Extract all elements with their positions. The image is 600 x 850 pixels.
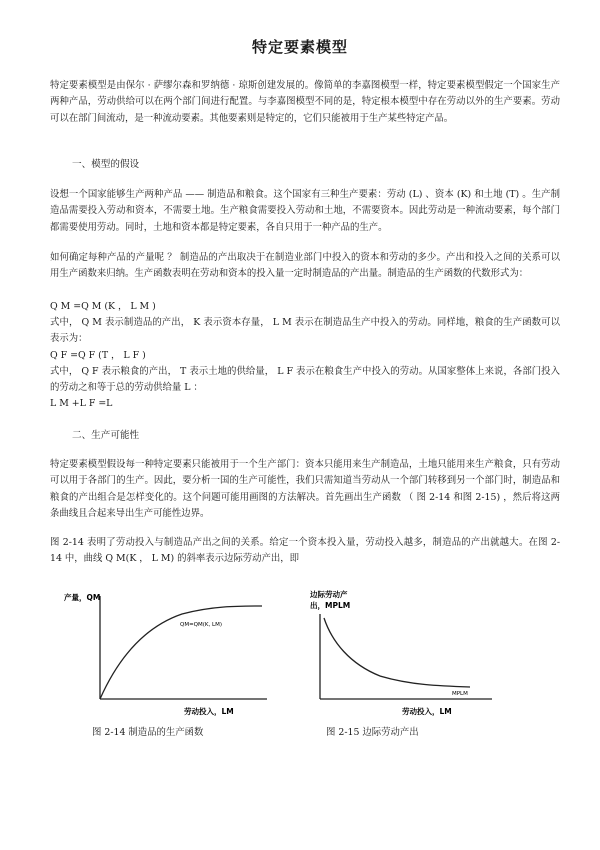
x-axis-label: 劳动投入，LM <box>184 707 234 716</box>
intro-paragraph: 特定要素模型是由保尔 · 萨缪尔森和罗纳德 · 琼斯创建发展的。像简单的李嘉图模型一样，特定要素模型假定一个国家生产两种产品，劳动供给可以在两个部门间进行配置。与李嘉图模型不同的是，特定根本模型中存在劳动以外的生产要素。劳动可以在部门间流动，是一种流动要素。其他要素则是特定的，它们只能被用于生产某些特定产品。 <box>50 80 560 124</box>
y-axis-label: 产量，QM <box>64 593 101 602</box>
equation-manufacturing-explanation: 式中， Q M 表示制造品的产出， K 表示资本存量， L M 表示在制造品生产中投入的劳动。同样地，粮食的生产函数可以表示为： <box>50 317 560 345</box>
curve-label: QM=QM(K, LM) <box>180 622 222 628</box>
section-heading-assumptions: 一、模型的假设 <box>72 159 140 170</box>
equation-labor-constraint: L M +L F =L <box>50 398 113 409</box>
section-heading-possibilities: 二、生产可能性 <box>72 430 140 441</box>
x-axis-label: 劳动投入，LM <box>402 707 452 716</box>
production-curve <box>100 606 262 699</box>
equation-manufacturing: Q M =Q M (K ， L M ) <box>50 301 156 312</box>
figure-caption-2-14: 图 2-14 制造品的生产函数 <box>92 727 204 738</box>
page-title: 特定要素模型 <box>251 38 348 56</box>
figure-manufacturing-production-function <box>62 584 282 724</box>
y-axis-label-line2: 出，MPLM <box>310 601 351 610</box>
production-function-paragraph: 如何确定每种产品的产量呢 ？ 制造品的产出取决于在制造业部门中投入的资本和劳动的多少。产出和投入之间的关系可以用生产函数来归纳。生产函数表明在劳动和资本的投入量一定时制造品的产出量。制造品的生产函数的代数形式为： <box>50 252 560 280</box>
curve-label: MPLM <box>452 691 468 697</box>
y-axis-label-line1: 边际劳动产 <box>310 590 348 599</box>
figure-marginal-labor-product <box>310 584 500 724</box>
figure-caption-2-15: 图 2-15 边际劳动产出 <box>326 727 419 738</box>
equation-food-explanation: 式中， Q F 表示粮食的产出， T 表示土地的供给量， L F 表示在粮食生产中投入的劳动。从国家整体上来说，各部门投入的劳动之和等于总的劳动供给量 L ： <box>50 366 560 394</box>
equation-food: Q F =Q F (T ， L F ) <box>50 350 146 361</box>
possibility-paragraph: 特定要素模型假设每一种特定要素只能被用于一个生产部门：资本只能用来生产制造品，土地只能用来生产粮食，只有劳动可以用于各部门的生产。因此，要分析一国的生产可能性，我们只需知道当劳动从一个部门转移到另一个部门时，制造品和粮食的产出组合是怎样变化的。这个问题可能用画图的方法解决。首先画出生产函数 （ 图 2-14 和图 2-15) ，然后将这两条曲线且合起来导出生产可能性边界。 <box>50 459 560 520</box>
assumption-paragraph: 设想一个国家能够生产两种产品 —— 制造品和粮食。这个国家有三种生产要素：劳动 (L) 、资本 (K) 和土地 (T) 。生产制造品需要投入劳动和资本，不需要土地。生产粮食需要投入劳动和土地，不需要资本。因此劳动是一种流动要素，每个部门都需要使用劳动。同时，土地和资本都是特定要素，各自只用于一种产品的生产。 <box>50 189 560 233</box>
figure-intro-paragraph: 图 2-14 表明了劳动投入与制造品产出之间的关系。给定一个资本投入量，劳动投入越多，制造品的产出就越大。在图 2-14 中，曲线 Q M(K ， L M) 的斜率表示边际劳动产出，即 <box>50 537 560 565</box>
marginal-product-curve <box>324 618 470 687</box>
